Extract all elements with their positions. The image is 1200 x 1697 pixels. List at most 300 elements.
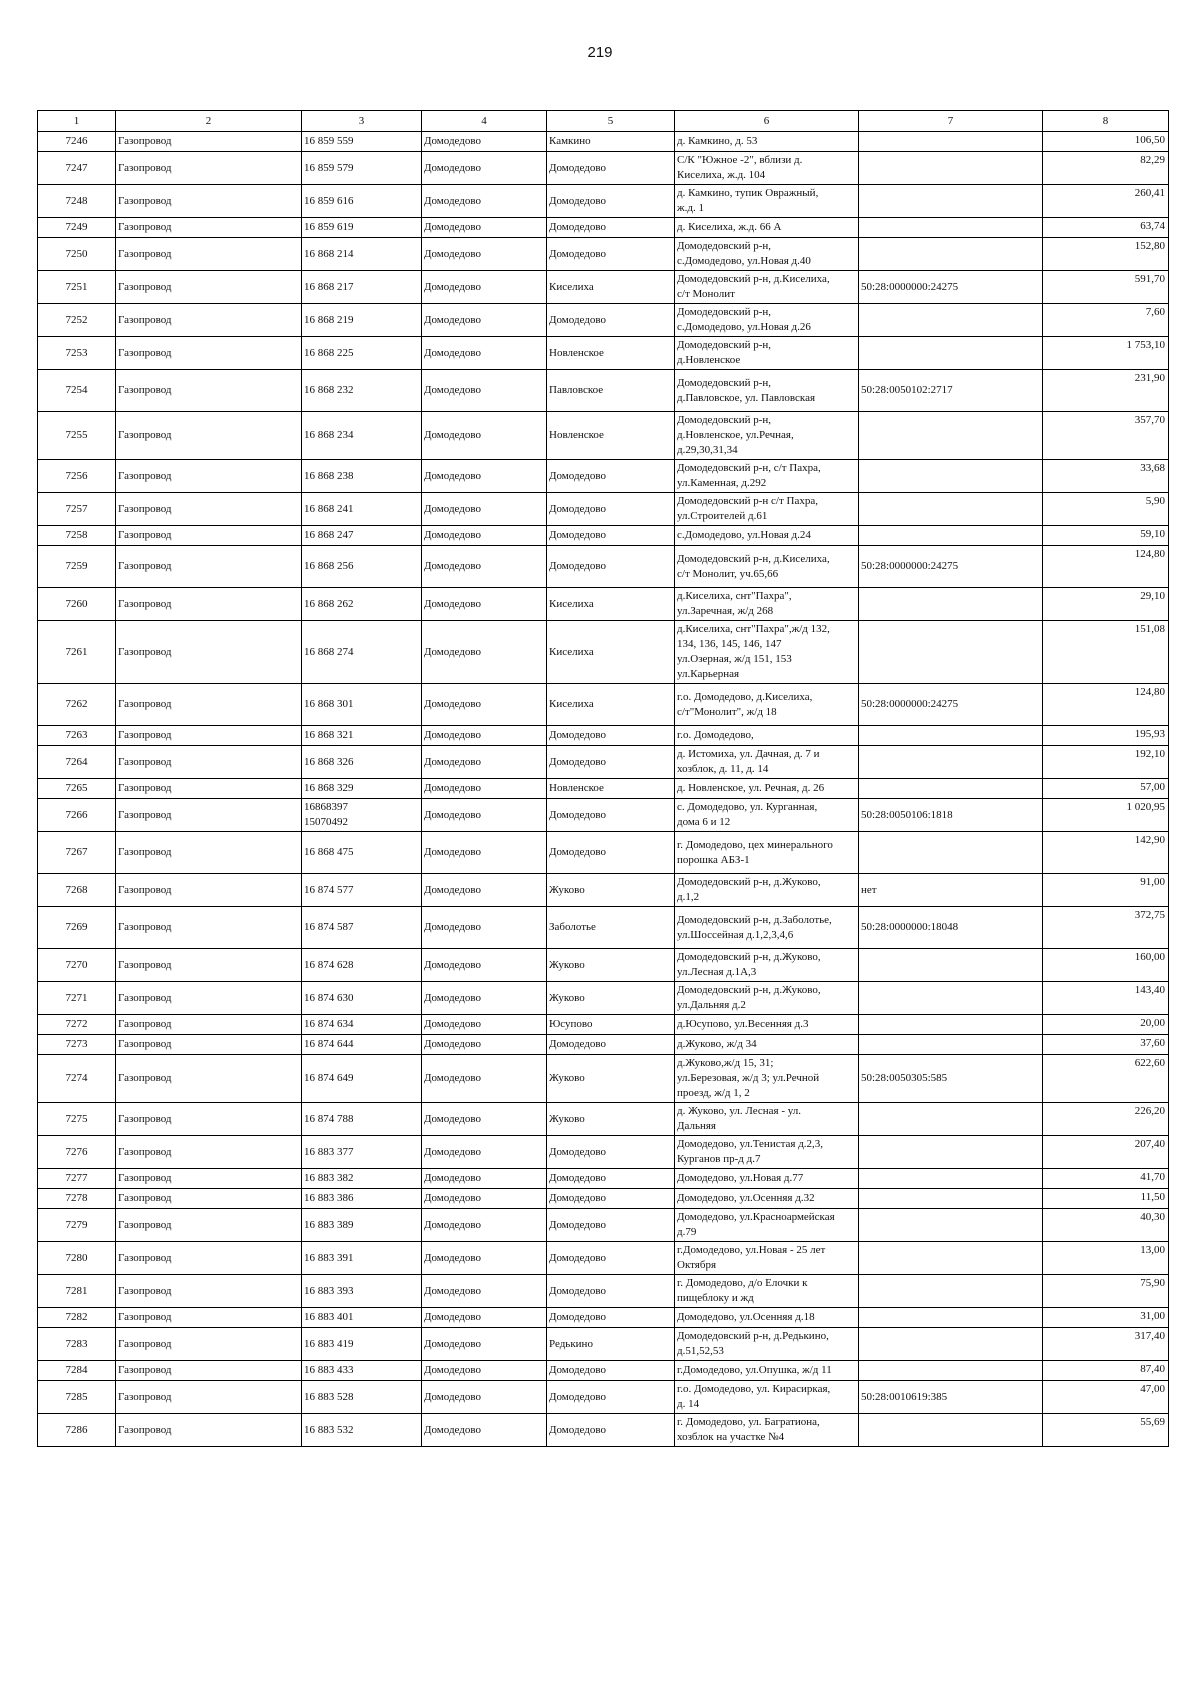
table-row	[38, 1015, 1169, 1035]
row-number: 7262	[38, 684, 116, 726]
length-value: 1 020,95	[1043, 799, 1169, 832]
cadastral-number	[859, 1414, 1043, 1447]
district: Домодедово	[422, 1414, 547, 1447]
column-header: 2	[116, 111, 302, 132]
inventory-number: 16 868 225	[302, 337, 422, 370]
inventory-number: 16 859 616	[302, 185, 422, 218]
cadastral-number: 50:28:0000000:24275	[859, 546, 1043, 588]
table-row	[38, 1242, 1169, 1275]
address: г.о. Домодедово,	[675, 726, 859, 746]
address: г.Домодедово, ул.Опушка, ж/д 11	[675, 1361, 859, 1381]
object-type: Газопровод	[116, 1189, 302, 1209]
inventory-number: 16 868 326	[302, 746, 422, 779]
column-header: 7	[859, 111, 1043, 132]
inventory-number: 16 868 241	[302, 493, 422, 526]
length-value: 260,41	[1043, 185, 1169, 218]
length-value: 160,00	[1043, 949, 1169, 982]
district: Домодедово	[422, 218, 547, 238]
address: Домодедово, ул.Новая д.77	[675, 1169, 859, 1189]
length-value: 124,80	[1043, 684, 1169, 726]
locality: Домодедово	[547, 1189, 675, 1209]
object-type: Газопровод	[116, 1209, 302, 1242]
object-type: Газопровод	[116, 337, 302, 370]
inventory-number: 16 883 401	[302, 1308, 422, 1328]
address: д.Жуково,ж/д 15, 31; ул.Березовая, ж/д 3; ул.Речной проезд, ж/д 1, 2	[675, 1055, 859, 1103]
locality: Домодедово	[547, 493, 675, 526]
table-row	[38, 1035, 1169, 1055]
district: Домодедово	[422, 546, 547, 588]
object-type: Газопровод	[116, 907, 302, 949]
locality: Домодедово	[547, 1242, 675, 1275]
object-type: Газопровод	[116, 799, 302, 832]
address: Домодедовский р-н, с.Домодедово, ул.Новая д.40	[675, 238, 859, 271]
table-row	[38, 152, 1169, 185]
cadastral-number	[859, 1361, 1043, 1381]
inventory-number: 16 883 386	[302, 1189, 422, 1209]
address: Домодедово, ул.Тенистая д.2,3, Курганов пр-д д.7	[675, 1136, 859, 1169]
inventory-number: 16 868 274	[302, 621, 422, 684]
inventory-number: 16868397 15070492	[302, 799, 422, 832]
address: д.Жуково, ж/д 34	[675, 1035, 859, 1055]
object-type: Газопровод	[116, 1308, 302, 1328]
inventory-number: 16 874 788	[302, 1103, 422, 1136]
object-type: Газопровод	[116, 874, 302, 907]
length-value: 82,29	[1043, 152, 1169, 185]
district: Домодедово	[422, 1103, 547, 1136]
locality: Домодедово	[547, 832, 675, 874]
row-number: 7273	[38, 1035, 116, 1055]
district: Домодедово	[422, 1189, 547, 1209]
address: Домодедово, ул.Осенняя д.32	[675, 1189, 859, 1209]
row-number: 7266	[38, 799, 116, 832]
address: г.Домодедово, ул.Новая - 25 лет Октября	[675, 1242, 859, 1275]
length-value: 33,68	[1043, 460, 1169, 493]
locality: Домодедово	[547, 304, 675, 337]
row-number: 7260	[38, 588, 116, 621]
inventory-number: 16 883 391	[302, 1242, 422, 1275]
row-number: 7248	[38, 185, 116, 218]
row-number: 7259	[38, 546, 116, 588]
district: Домодедово	[422, 621, 547, 684]
row-number: 7268	[38, 874, 116, 907]
locality: Домодедово	[547, 726, 675, 746]
cadastral-number	[859, 1169, 1043, 1189]
object-type: Газопровод	[116, 1035, 302, 1055]
object-type: Газопровод	[116, 726, 302, 746]
district: Домодедово	[422, 1275, 547, 1308]
column-header: 3	[302, 111, 422, 132]
row-number: 7271	[38, 982, 116, 1015]
address: Домодедовский р-н, с/т Пахра, ул.Каменная, д.292	[675, 460, 859, 493]
length-value: 40,30	[1043, 1209, 1169, 1242]
inventory-number: 16 883 389	[302, 1209, 422, 1242]
length-value: 231,90	[1043, 370, 1169, 412]
cadastral-number: 50:28:0000000:24275	[859, 684, 1043, 726]
inventory-number: 16 868 219	[302, 304, 422, 337]
address: с.Домодедово, ул.Новая д.24	[675, 526, 859, 546]
locality: Киселиха	[547, 621, 675, 684]
length-value: 11,50	[1043, 1189, 1169, 1209]
length-value: 31,00	[1043, 1308, 1169, 1328]
inventory-number: 16 874 634	[302, 1015, 422, 1035]
locality: Домодедово	[547, 746, 675, 779]
object-type: Газопровод	[116, 493, 302, 526]
row-number: 7249	[38, 218, 116, 238]
locality: Домодедово	[547, 152, 675, 185]
inventory-number: 16 868 329	[302, 779, 422, 799]
row-number: 7279	[38, 1209, 116, 1242]
inventory-number: 16 868 234	[302, 412, 422, 460]
cadastral-number	[859, 185, 1043, 218]
inventory-number: 16 883 532	[302, 1414, 422, 1447]
inventory-number: 16 859 559	[302, 132, 422, 152]
length-value: 29,10	[1043, 588, 1169, 621]
address: д. Камкино, тупик Овражный, ж.д. 1	[675, 185, 859, 218]
row-number: 7247	[38, 152, 116, 185]
district: Домодедово	[422, 799, 547, 832]
row-number: 7267	[38, 832, 116, 874]
row-number: 7274	[38, 1055, 116, 1103]
locality: Домодедово	[547, 1381, 675, 1414]
district: Домодедово	[422, 412, 547, 460]
object-type: Газопровод	[116, 238, 302, 271]
cadastral-number	[859, 726, 1043, 746]
length-value: 622,60	[1043, 1055, 1169, 1103]
object-type: Газопровод	[116, 185, 302, 218]
column-header: 1	[38, 111, 116, 132]
address: г. Домодедово, цех минерального порошка АБЗ-1	[675, 832, 859, 874]
cadastral-number	[859, 412, 1043, 460]
locality: Домодедово	[547, 546, 675, 588]
district: Домодедово	[422, 1169, 547, 1189]
object-type: Газопровод	[116, 1414, 302, 1447]
cadastral-number	[859, 1103, 1043, 1136]
column-header: 5	[547, 111, 675, 132]
address: д. Новленское, ул. Речная, д. 26	[675, 779, 859, 799]
locality: Киселиха	[547, 271, 675, 304]
cadastral-number	[859, 132, 1043, 152]
address: д. Жуково, ул. Лесная - ул. Дальняя	[675, 1103, 859, 1136]
table-row	[38, 546, 1169, 588]
address: д.Киселиха, снт"Пахра",ж/д 132, 134, 136, 145, 146, 147 ул.Озерная, ж/д 151, 153 ул.Карьерная	[675, 621, 859, 684]
length-value: 1 753,10	[1043, 337, 1169, 370]
inventory-number: 16 883 377	[302, 1136, 422, 1169]
cadastral-number: 50:28:0010619:385	[859, 1381, 1043, 1414]
table-row	[38, 1308, 1169, 1328]
table-row	[38, 218, 1169, 238]
address: г.о. Домодедово, д.Киселиха, с/т"Монолит", ж/д 18	[675, 684, 859, 726]
row-number: 7285	[38, 1381, 116, 1414]
inventory-number: 16 868 475	[302, 832, 422, 874]
object-type: Газопровод	[116, 460, 302, 493]
length-value: 372,75	[1043, 907, 1169, 949]
locality: Жуково	[547, 1055, 675, 1103]
locality: Новленское	[547, 337, 675, 370]
table-row	[38, 1381, 1169, 1414]
district: Домодедово	[422, 1035, 547, 1055]
table-row	[38, 746, 1169, 779]
row-number: 7255	[38, 412, 116, 460]
table-row	[38, 1414, 1169, 1447]
cadastral-number	[859, 238, 1043, 271]
object-type: Газопровод	[116, 271, 302, 304]
district: Домодедово	[422, 526, 547, 546]
address: Домодедово, ул.Осенняя д.18	[675, 1308, 859, 1328]
cadastral-number	[859, 779, 1043, 799]
length-value: 106,50	[1043, 132, 1169, 152]
row-number: 7281	[38, 1275, 116, 1308]
row-number: 7252	[38, 304, 116, 337]
locality: Юсупово	[547, 1015, 675, 1035]
table-row	[38, 799, 1169, 832]
cadastral-number	[859, 218, 1043, 238]
length-value: 143,40	[1043, 982, 1169, 1015]
cadastral-number: 50:28:0050106:1818	[859, 799, 1043, 832]
inventory-number: 16 874 587	[302, 907, 422, 949]
length-value: 226,20	[1043, 1103, 1169, 1136]
object-type: Газопровод	[116, 218, 302, 238]
cadastral-number	[859, 1189, 1043, 1209]
address: г.о. Домодедово, ул. Кирасиркая, д. 14	[675, 1381, 859, 1414]
object-type: Газопровод	[116, 779, 302, 799]
object-type: Газопровод	[116, 1055, 302, 1103]
table-row	[38, 1209, 1169, 1242]
locality: Жуково	[547, 982, 675, 1015]
table-row	[38, 621, 1169, 684]
cadastral-number	[859, 982, 1043, 1015]
object-type: Газопровод	[116, 304, 302, 337]
locality: Киселиха	[547, 684, 675, 726]
row-number: 7272	[38, 1015, 116, 1035]
table-row	[38, 370, 1169, 412]
district: Домодедово	[422, 907, 547, 949]
column-header: 4	[422, 111, 547, 132]
length-value: 7,60	[1043, 304, 1169, 337]
inventory-number: 16 868 214	[302, 238, 422, 271]
row-number: 7263	[38, 726, 116, 746]
inventory-number: 16 883 419	[302, 1328, 422, 1361]
address: Домодедовский р-н с/т Пахра, ул.Строителей д.61	[675, 493, 859, 526]
object-type: Газопровод	[116, 1015, 302, 1035]
district: Домодедово	[422, 832, 547, 874]
table-row	[38, 460, 1169, 493]
locality: Домодедово	[547, 526, 675, 546]
district: Домодедово	[422, 1136, 547, 1169]
length-value: 57,00	[1043, 779, 1169, 799]
length-value: 317,40	[1043, 1328, 1169, 1361]
object-type: Газопровод	[116, 746, 302, 779]
row-number: 7283	[38, 1328, 116, 1361]
cadastral-number	[859, 1275, 1043, 1308]
table-row	[38, 526, 1169, 546]
length-value: 91,00	[1043, 874, 1169, 907]
district: Домодедово	[422, 132, 547, 152]
object-type: Газопровод	[116, 1136, 302, 1169]
locality: Заболотье	[547, 907, 675, 949]
table-row	[38, 1328, 1169, 1361]
address: г. Домодедово, д/о Елочки к пищеблоку и жд	[675, 1275, 859, 1308]
address: Домодедовский р-н, д.Киселиха, с/т Монолит	[675, 271, 859, 304]
row-number: 7265	[38, 779, 116, 799]
cadastral-number: 50:28:0050102:2717	[859, 370, 1043, 412]
cadastral-number	[859, 746, 1043, 779]
address: д. Киселиха, ж.д. 66 А	[675, 218, 859, 238]
locality: Киселиха	[547, 588, 675, 621]
locality: Домодедово	[547, 1136, 675, 1169]
locality: Домодедово	[547, 1361, 675, 1381]
object-type: Газопровод	[116, 412, 302, 460]
row-number: 7258	[38, 526, 116, 546]
table-row	[38, 271, 1169, 304]
cadastral-number	[859, 1328, 1043, 1361]
locality: Камкино	[547, 132, 675, 152]
row-number: 7250	[38, 238, 116, 271]
inventory-number: 16 874 644	[302, 1035, 422, 1055]
table-row	[38, 238, 1169, 271]
row-number: 7275	[38, 1103, 116, 1136]
table-row	[38, 1169, 1169, 1189]
object-type: Газопровод	[116, 132, 302, 152]
column-header: 8	[1043, 111, 1169, 132]
inventory-number: 16 868 232	[302, 370, 422, 412]
length-value: 47,00	[1043, 1381, 1169, 1414]
address: Домодедовский р-н, д.Жуково, д.1,2	[675, 874, 859, 907]
locality: Домодедово	[547, 1209, 675, 1242]
length-value: 357,70	[1043, 412, 1169, 460]
address: д. Камкино, д. 53	[675, 132, 859, 152]
inventory-number: 16 883 528	[302, 1381, 422, 1414]
cadastral-number	[859, 152, 1043, 185]
row-number: 7256	[38, 460, 116, 493]
locality: Домодедово	[547, 218, 675, 238]
length-value: 195,93	[1043, 726, 1169, 746]
inventory-number: 16 868 217	[302, 271, 422, 304]
district: Домодедово	[422, 460, 547, 493]
table-row	[38, 337, 1169, 370]
district: Домодедово	[422, 1055, 547, 1103]
district: Домодедово	[422, 1242, 547, 1275]
district: Домодедово	[422, 874, 547, 907]
object-type: Газопровод	[116, 1242, 302, 1275]
table-row	[38, 1136, 1169, 1169]
object-type: Газопровод	[116, 1361, 302, 1381]
table-row	[38, 779, 1169, 799]
address: Домодедовский р-н, д.Новленское, ул.Речная, д.29,30,31,34	[675, 412, 859, 460]
table-row	[38, 832, 1169, 874]
cadastral-number	[859, 304, 1043, 337]
table-row	[38, 907, 1169, 949]
inventory-number: 16 868 238	[302, 460, 422, 493]
inventory-number: 16 883 382	[302, 1169, 422, 1189]
locality: Новленское	[547, 779, 675, 799]
address: Домодедовский р-н, с.Домодедово, ул.Новая д.26	[675, 304, 859, 337]
object-type: Газопровод	[116, 370, 302, 412]
object-type: Газопровод	[116, 684, 302, 726]
object-type: Газопровод	[116, 152, 302, 185]
address: Домодедовский р-н, д.Жуково, ул.Дальняя д.2	[675, 982, 859, 1015]
table-row	[38, 874, 1169, 907]
district: Домодедово	[422, 684, 547, 726]
object-type: Газопровод	[116, 949, 302, 982]
district: Домодедово	[422, 1361, 547, 1381]
length-value: 37,60	[1043, 1035, 1169, 1055]
table-row	[38, 1103, 1169, 1136]
cadastral-number: нет	[859, 874, 1043, 907]
object-type: Газопровод	[116, 1275, 302, 1308]
length-value: 20,00	[1043, 1015, 1169, 1035]
object-type: Газопровод	[116, 982, 302, 1015]
inventory-number: 16 859 619	[302, 218, 422, 238]
cadastral-number	[859, 949, 1043, 982]
row-number: 7254	[38, 370, 116, 412]
object-type: Газопровод	[116, 526, 302, 546]
district: Домодедово	[422, 949, 547, 982]
district: Домодедово	[422, 185, 547, 218]
table-row	[38, 1055, 1169, 1103]
length-value: 59,10	[1043, 526, 1169, 546]
length-value: 63,74	[1043, 218, 1169, 238]
locality: Домодедово	[547, 1035, 675, 1055]
table-row	[38, 949, 1169, 982]
row-number: 7269	[38, 907, 116, 949]
table-row	[38, 1275, 1169, 1308]
table-row	[38, 185, 1169, 218]
table-row	[38, 493, 1169, 526]
locality: Домодедово	[547, 1414, 675, 1447]
length-value: 87,40	[1043, 1361, 1169, 1381]
district: Домодедово	[422, 1209, 547, 1242]
row-number: 7270	[38, 949, 116, 982]
object-type: Газопровод	[116, 1328, 302, 1361]
address: С/К "Южное -2", вблизи д. Киселиха, ж.д. 104	[675, 152, 859, 185]
cadastral-number	[859, 1209, 1043, 1242]
table-row	[38, 1189, 1169, 1209]
district: Домодедово	[422, 152, 547, 185]
inventory-number: 16 868 301	[302, 684, 422, 726]
object-type: Газопровод	[116, 546, 302, 588]
cadastral-number	[859, 1015, 1043, 1035]
row-number: 7278	[38, 1189, 116, 1209]
address: д. Истомиха, ул. Дачная, д. 7 и хозблок, д. 11, д. 14	[675, 746, 859, 779]
district: Домодедово	[422, 304, 547, 337]
inventory-number: 16 868 262	[302, 588, 422, 621]
length-value: 151,08	[1043, 621, 1169, 684]
table-row	[38, 588, 1169, 621]
table-row	[38, 412, 1169, 460]
address: Домодедовский р-н, д.Киселиха, с/т Монолит, уч.65,66	[675, 546, 859, 588]
inventory-number: 16 874 630	[302, 982, 422, 1015]
locality: Домодедово	[547, 1169, 675, 1189]
table-row	[38, 726, 1169, 746]
cadastral-number	[859, 460, 1043, 493]
district: Домодедово	[422, 982, 547, 1015]
object-type: Газопровод	[116, 1169, 302, 1189]
address: Домодедовский р-н, д.Жуково, ул.Лесная д.1А,3	[675, 949, 859, 982]
inventory-number: 16 874 577	[302, 874, 422, 907]
object-type: Газопровод	[116, 1381, 302, 1414]
address: Домодедово, ул.Красноармейская д.79	[675, 1209, 859, 1242]
locality: Домодедово	[547, 460, 675, 493]
length-value: 207,40	[1043, 1136, 1169, 1169]
length-value: 192,10	[1043, 746, 1169, 779]
inventory-number: 16 868 321	[302, 726, 422, 746]
length-value: 5,90	[1043, 493, 1169, 526]
row-number: 7264	[38, 746, 116, 779]
district: Домодедово	[422, 1381, 547, 1414]
address: с. Домодедово, ул. Курганная, дома 6 и 12	[675, 799, 859, 832]
length-value: 13,00	[1043, 1242, 1169, 1275]
address: Домодедовский р-н, д.Павловское, ул. Павловская	[675, 370, 859, 412]
